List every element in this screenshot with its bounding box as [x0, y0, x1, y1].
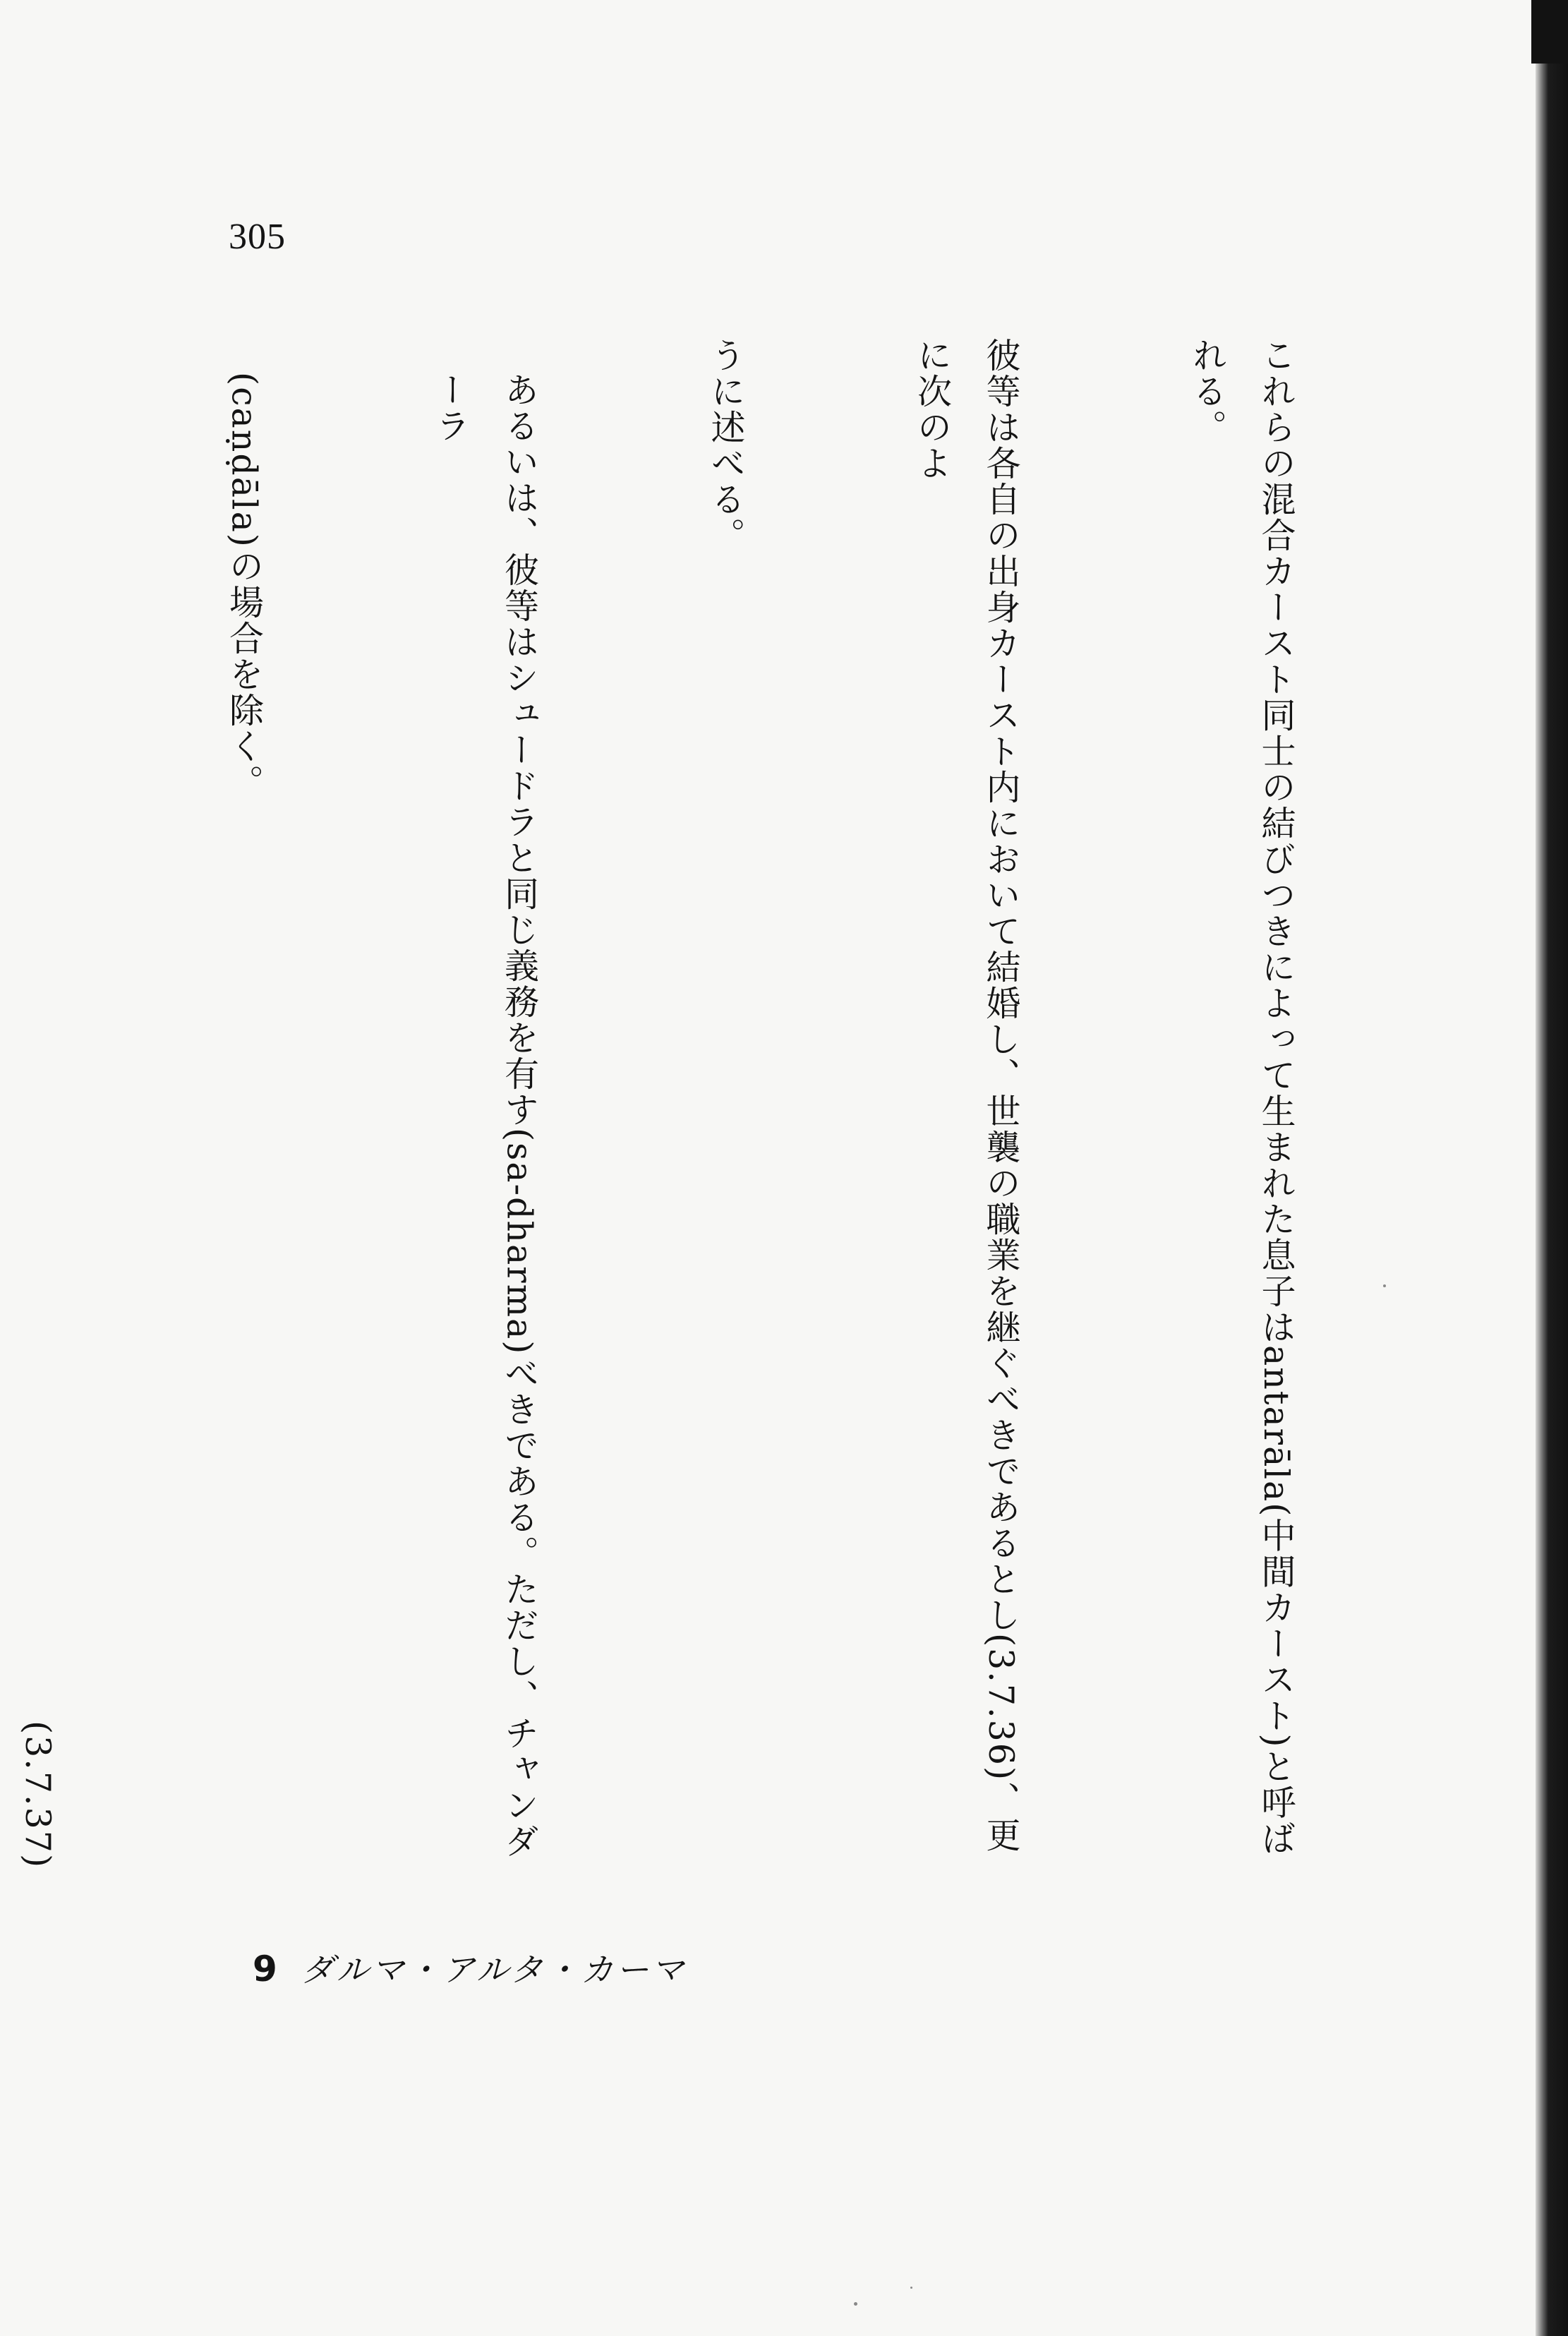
- text-line: 彼等は各自の出身カースト内において結婚し、世襲の職業を継ぐべきであるとし(3.7.36)、更に次のよ: [912, 337, 1021, 1854]
- paper-speck: [854, 2302, 857, 2306]
- page-binding-corner: [1531, 0, 1568, 64]
- verse-reference: (3.7.37): [18, 1720, 58, 1869]
- vertical-body-text: [18, 337, 1448, 1869]
- page-binding-shadow: [1536, 0, 1568, 2336]
- paper-speck: [1383, 1284, 1386, 1287]
- text-line: うに述べる。: [706, 337, 746, 553]
- paper-speck: [910, 2287, 912, 2289]
- chapter-number: 9: [253, 1949, 277, 1989]
- quoted-line: (caṇḍāla)の場合を除く。: [224, 372, 265, 800]
- running-footer: [253, 1944, 687, 1991]
- text-line: これらの混合カースト同士の結びつきによって生まれた息子はantarāla(中間カースト)と呼ばれる。: [1187, 337, 1296, 1857]
- chapter-title: ダルマ・アルタ・カーマ: [301, 1951, 687, 1989]
- quoted-line: あるいは、彼等はシュードラと同じ義務を有す(sa-dharma)べきである。ただし、チャンダーラ: [430, 372, 540, 1860]
- page-number: 305: [229, 217, 286, 257]
